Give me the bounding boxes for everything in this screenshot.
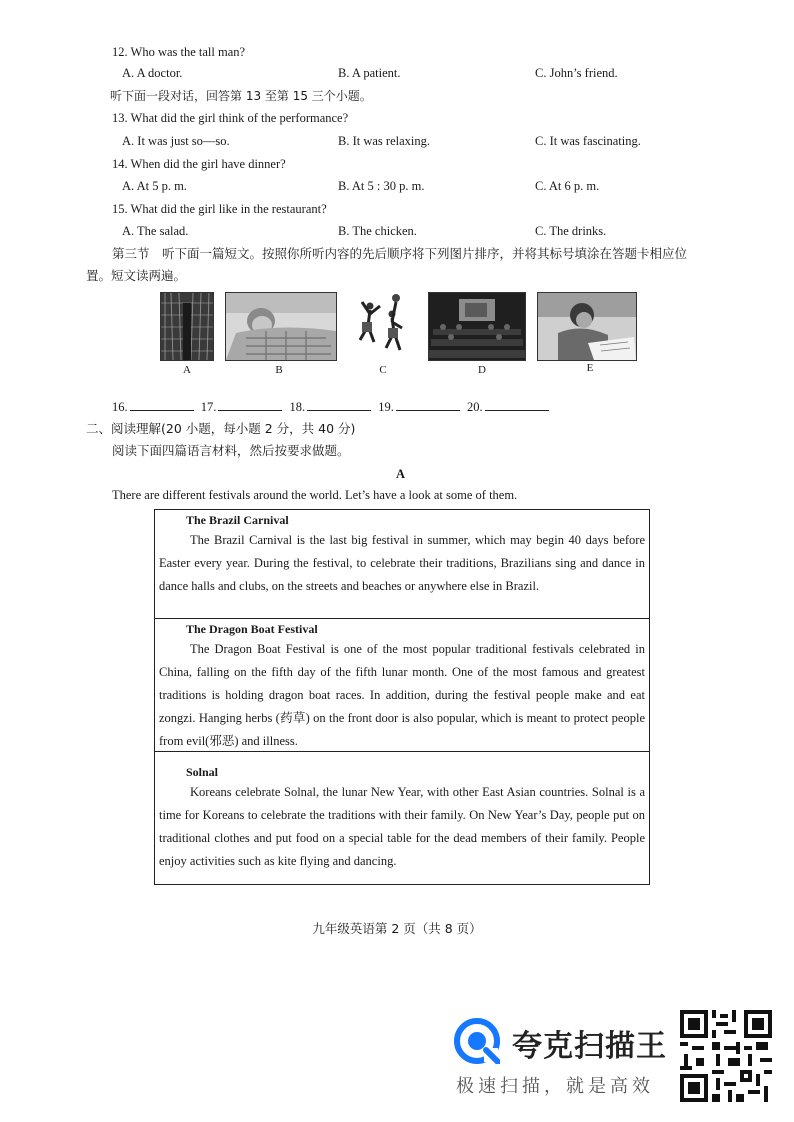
festival-brazil-carnival <box>155 510 649 619</box>
section3-instruction-line2: 置。短文读两遍。 <box>86 268 187 283</box>
question-13-option-a: A. It was just so—so. <box>122 134 230 148</box>
question-15-option-a: A. The salad. <box>122 224 189 238</box>
question-14: 14. When did the girl have dinner? <box>112 157 286 171</box>
question-12-option-c: C. John’s friend. <box>535 66 618 80</box>
question-14-option-a: A. At 5 p. m. <box>122 179 187 193</box>
blank-17-label: 17. <box>200 400 217 414</box>
festival-text: The Brazil Carnival is the last big festival in summer, which may begin 40 days before Easter every year. During the festival, to celebrate their traditions, Brazilians sing and dance in dance halls and clubs, on the streets and beaches or anywhere else in Brazil. <box>159 533 645 593</box>
question-12-option-b: B. A patient. <box>338 66 401 80</box>
picture-label-b: B <box>275 364 283 376</box>
festival-dragon-boat <box>155 619 649 752</box>
question-12-option-a: A. A doctor. <box>122 66 183 80</box>
picture-label-e: E <box>586 362 594 374</box>
blank-16-label: 16. <box>112 400 128 414</box>
quark-scanner-logo-icon <box>454 1018 500 1064</box>
blank-20-label: 20. <box>467 400 483 414</box>
question-14-option-b: B. At 5 : 30 p. m. <box>338 179 425 193</box>
blank-19-label: 19. <box>378 400 394 414</box>
blank-18-label: 18. <box>289 400 306 414</box>
blank-16[interactable] <box>130 398 194 411</box>
festival-title: Solnal <box>186 765 219 779</box>
part2-instruction: 阅读下面四篇语言材料，然后按要求做题。 <box>112 443 350 458</box>
festival-solnal <box>155 752 649 884</box>
blank-20[interactable] <box>485 398 549 411</box>
festival-text: Koreans celebrate Solnal, the lunar New Year, with other East Asian countries. Solnal is a time for Koreans to celebrate the traditions with their family. On New Year’s Day, people put on traditional clothes and put food on a special table for the dead members of their family. People enjoy activities such as kite flying and dancing. <box>159 785 645 868</box>
blank-19[interactable] <box>396 398 460 411</box>
page-footer: 九年级英语第 2 页（共 8 页） <box>312 921 482 936</box>
picture-e-boy-studying <box>537 292 637 361</box>
picture-label-c: C <box>379 364 387 376</box>
question-12: 12. Who was the tall man? <box>112 45 246 59</box>
festival-title: The Brazil Carnival <box>186 513 289 527</box>
picture-d-cinema <box>428 292 526 361</box>
festivals-table <box>154 509 650 885</box>
question-13: 13. What did the girl think of the performance? <box>112 111 349 125</box>
instruction-13-15: 听下面一段对话，回答第 13 至第 15 三个小题。 <box>110 89 372 103</box>
section3-instruction-line1: 第三节 听下面一篇短文。按照你所听内容的先后顺序将下列图片排序，并将其标号填涂在答题卡相应位 <box>112 246 688 261</box>
brand-name: 夸克扫描王 <box>512 1029 667 1064</box>
blank-17[interactable] <box>218 398 282 411</box>
question-15: 15. What did the girl like in the restaurant? <box>112 202 327 216</box>
part2-heading: 二、阅读理解(20 小题，每小题 2 分，共 40 分) <box>86 421 356 436</box>
question-14-option-c: C. At 6 p. m. <box>535 179 600 193</box>
picture-label-a: A <box>183 364 191 376</box>
brand-slogan: 极速扫描，就是高效 <box>456 1076 654 1097</box>
question-15-option-c: C. The drinks. <box>535 224 607 238</box>
question-15-option-b: B. The chicken. <box>338 224 417 238</box>
festival-text: The Dragon Boat Festival is one of the most popular traditional festivals celebrated in China, falling on the fifth day of the fifth lunar month. One of the most famous and greatest traditions is holding dragon boat races. In addition, during the festival people make and eat zongzi. Hanging herbs (药草) on the front door is also popular, which is meant to protect people from evil(邪恶) and illness. <box>159 642 645 748</box>
picture-a-library <box>160 292 214 361</box>
picture-label-d: D <box>478 364 486 376</box>
question-13-option-b: B. It was relaxing. <box>338 134 430 148</box>
picture-c-basketball-players <box>350 292 416 359</box>
picture-b-sleeping-boy <box>225 292 337 361</box>
passage-intro: There are different festivals around the world. Let’s have a look at some of them. <box>112 488 518 502</box>
festival-title: The Dragon Boat Festival <box>186 622 318 636</box>
question-13-option-c: C. It was fascinating. <box>535 134 641 148</box>
answer-blanks <box>112 398 549 415</box>
passage-label: A <box>396 467 406 481</box>
qr-code[interactable] <box>680 1010 772 1102</box>
blank-18[interactable] <box>307 398 371 411</box>
